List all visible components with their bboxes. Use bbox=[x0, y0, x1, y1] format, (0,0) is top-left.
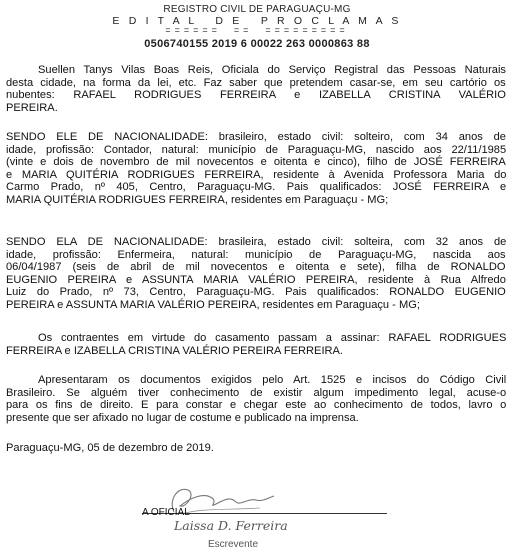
paragraph-line: presente que ser afixado no lugar de costume e publicado na imprensa. bbox=[6, 411, 359, 424]
paragraph-line: Carmo Prado, nº 405, Centro, Paraguaçu-MG. Pais qualificados: JOSÉ FERREIRA e bbox=[6, 181, 507, 194]
bride-paragraph bbox=[6, 236, 506, 312]
legal-notice-paragraph bbox=[6, 374, 506, 424]
protocol-number: 0506740155 2019 6 00022 263 0000863 88 bbox=[144, 38, 370, 50]
paragraph-line: PEREIRA. bbox=[6, 101, 58, 114]
paragraph-line: MARIA QUITÉRIA RODRIGUES FERREIRA, residentes em Paraguaçu - MG; bbox=[6, 193, 389, 206]
stamp-name: Laissa D. Ferreira bbox=[174, 518, 288, 533]
groom-paragraph bbox=[6, 131, 506, 207]
paragraph-line: idade, profissão: Contador, natural: município de Paraguaçu-MG, nascido aos 22/11/1985 bbox=[6, 143, 507, 156]
paragraph-line: Apresentaram os documentos exigidos pelo Art. 1525 e incisos do Código Civil bbox=[38, 374, 507, 386]
title-underline: ====== == ========= bbox=[165, 25, 349, 35]
signature-label: A OFICIAL bbox=[142, 507, 190, 518]
paragraph-line: SENDO ELE DE NACIONALIDADE: brasileiro, estado civil: solteiro, com 34 anos de bbox=[6, 131, 506, 143]
paragraph-line: Os contraentes em virtude do casamento passam a assinar: RAFAEL RODRIGUES bbox=[38, 332, 507, 344]
paragraph-line: 06/04/1987 (seis de abril de mil novecentos e oitenta e sete), filha de RONALDO bbox=[6, 261, 506, 274]
paragraph-line: FERREIRA e IZABELLA CRISTINA VALÉRIO PEREIRA FERREIRA. bbox=[6, 344, 344, 357]
paragraph-line: idade, profissão: Enfermeira, natural: município de Paraguaçu-MG, nascida aos bbox=[6, 248, 506, 261]
stamp-role: Escrevente bbox=[208, 539, 259, 550]
intro-paragraph bbox=[6, 64, 506, 114]
paragraph-line: PEREIRA e ASSUNTA MARIA VALÉRIO PEREIRA, residentes em Paraguaçu - MG; bbox=[6, 298, 420, 311]
date-place-line bbox=[6, 442, 506, 455]
registry-office-name: REGISTRO CIVIL DE PARAGUAÇU-MG bbox=[163, 4, 351, 15]
paragraph-line: Suellen Tanys Vilas Boas Reis, Oficiala do Serviço Registral das Pessoas Naturais bbox=[38, 64, 506, 76]
paragraph-line: (vinte e dois de novembro de mil novecentos e oitenta e cinco), filho de JOSÉ FERREIRA bbox=[6, 156, 506, 169]
paragraph-line: nubentes: RAFAEL RODRIGUES FERREIRA e IZABELLA CRISTINA VALÉRIO bbox=[6, 89, 506, 102]
signatures-paragraph bbox=[6, 332, 506, 357]
paragraph-line: desta cidade, na forma da lei, etc. Faz saber que pretendem casar-se, em seu cartório os bbox=[6, 76, 506, 89]
paragraph-line: e MARIA QUITÉRIA RODRIGUES FERREIRA, residente à Avenida Professora Maria do bbox=[6, 168, 507, 181]
paragraph-line: SENDO ELA DE NACIONALIDADE: brasileira, estado civil: solteira, com 32 anos de bbox=[6, 236, 507, 248]
paragraph-line: Brasileiro. Se alguém tiver conhecimento de existir algum impedimento legal, acuse-o bbox=[6, 386, 507, 399]
paragraph-line: Luiz do Prado, nº 73, Centro, Paraguaçu-MG. Pais qualificados: RONALDO EUGENIO bbox=[6, 286, 506, 299]
document-title: E D I T A L D E P R O C L A M A S bbox=[112, 15, 402, 27]
paragraph-line: EUGENIO PEREIRA e ASSUNTA MARIA VALÉRIO PEREIRA, residente à Rua Alfredo bbox=[6, 273, 506, 286]
paragraph-line: Paraguaçu-MG, 05 de dezembro de 2019. bbox=[6, 442, 214, 454]
paragraph-line: para os fins de direito. E para constar e chegar este ao conhecimento de todos, lavro o bbox=[6, 399, 507, 412]
